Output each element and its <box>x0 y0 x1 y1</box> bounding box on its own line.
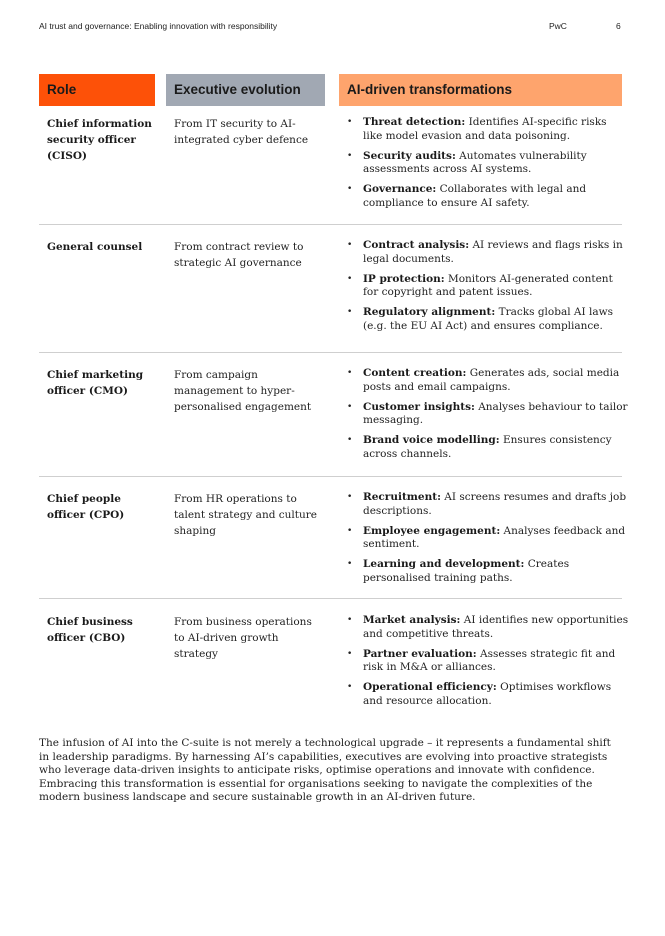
brand-name: PwC <box>549 21 567 31</box>
list-item: • Regulatory alignment: Tracks global AI laws (e.g. the EU AI Act) and ensures compliance. <box>347 306 613 332</box>
row-divider <box>39 224 622 225</box>
role-cell: Chief people officer (CPO) <box>47 493 125 521</box>
bullet-icon: • <box>347 682 353 692</box>
evolution-cell: From campaign management to hyper-personalised engagement <box>174 369 312 413</box>
page-number: 6 <box>616 21 621 31</box>
row-divider <box>39 476 622 477</box>
bullet-icon: • <box>347 150 353 161</box>
list-item: • IP protection: Monitors AI-generated content for copyright and patent issues. <box>347 272 613 298</box>
conclusion-paragraph: The infusion of AI into the C-suite is not merely a technological upgrade – it represents a fundamental shift in leadership paradigms. By harnessing AI’s capabilities, executives are evolving into proactive strategists who leverage data-driven insights to anticipate risks, optimise operations and innovate with confidence. Embracing this transformation is essential for organisations seeking to navigate the complexities of the modern business landscape and secure sustainable growth in an AI-driven future. <box>39 737 611 803</box>
bullet-icon: • <box>347 492 353 502</box>
list-item: • Learning and development: Creates personalised training paths. <box>347 558 570 584</box>
list-item: • Employee engagement: Analyses feedback and sentiment. <box>347 524 626 550</box>
role-cell: Chief business officer (CBO) <box>47 616 133 644</box>
evolution-cell: From HR operations to talent strategy and culture shaping <box>174 493 317 537</box>
bullet-icon: • <box>347 525 353 536</box>
row-divider <box>39 352 622 353</box>
bullet-icon: • <box>347 240 353 250</box>
column-header-role: Role <box>39 74 155 106</box>
list-item: • Governance: Collaborates with legal and compliance to ensure AI safety. <box>347 183 587 209</box>
evolution-cell: From business operations to AI-driven growth strategy <box>174 616 312 660</box>
bullet-icon: • <box>347 273 353 284</box>
bullet-icon: • <box>347 184 353 194</box>
bullet-icon: • <box>347 368 353 378</box>
list-item: • Brand voice modelling: Ensures consistency across channels. <box>347 434 612 460</box>
transformations-list <box>339 614 629 715</box>
role-cell: General counsel <box>47 241 143 253</box>
column-header-ai-transformations: AI-driven transformations <box>339 74 622 106</box>
list-item: • Contract analysis: AI reviews and flags risks in legal documents. <box>347 239 623 265</box>
list-item: • Recruitment: AI screens resumes and drafts job descriptions. <box>347 491 627 517</box>
list-item: • Operational efficiency: Optimises workflows and resource allocation. <box>347 681 612 707</box>
list-item: • Threat detection: Identifies AI-specific risks like model evasion and data poisoning. <box>347 116 607 142</box>
bullet-icon: • <box>347 559 353 569</box>
transformations-list <box>339 367 629 468</box>
bullet-icon: • <box>347 615 353 625</box>
bullet-icon: • <box>347 648 353 659</box>
role-cell: Chief marketing officer (CMO) <box>47 369 144 397</box>
list-item: • Partner evaluation: Assesses strategic fit and risk in M&A or alliances. <box>347 647 616 673</box>
evolution-cell: From IT security to AI-integrated cyber defence <box>174 118 309 146</box>
column-header-executive-evolution: Executive evolution <box>166 74 325 106</box>
role-cell: Chief information security officer (CISO) <box>47 118 152 162</box>
list-item: • Content creation: Generates ads, social media posts and email campaigns. <box>347 367 620 393</box>
list-item: • Customer insights: Analyses behaviour to tailor messaging. <box>347 400 628 426</box>
evolution-cell: From contract review to strategic AI governance <box>174 241 304 269</box>
bullet-icon: • <box>347 307 353 317</box>
bullet-icon: • <box>347 117 353 127</box>
document-title: AI trust and governance: Enabling innovation with responsibility <box>39 21 278 31</box>
bullet-icon: • <box>347 401 353 412</box>
list-item: • Security audits: Automates vulnerability assessments across AI systems. <box>347 149 587 175</box>
transformations-list <box>339 491 629 592</box>
list-item: • Market analysis: AI identifies new opportunities and competitive threats. <box>347 614 629 640</box>
transformations-list <box>339 116 629 217</box>
transformations-list <box>339 239 629 340</box>
bullet-icon: • <box>347 435 353 445</box>
row-divider <box>39 598 622 599</box>
